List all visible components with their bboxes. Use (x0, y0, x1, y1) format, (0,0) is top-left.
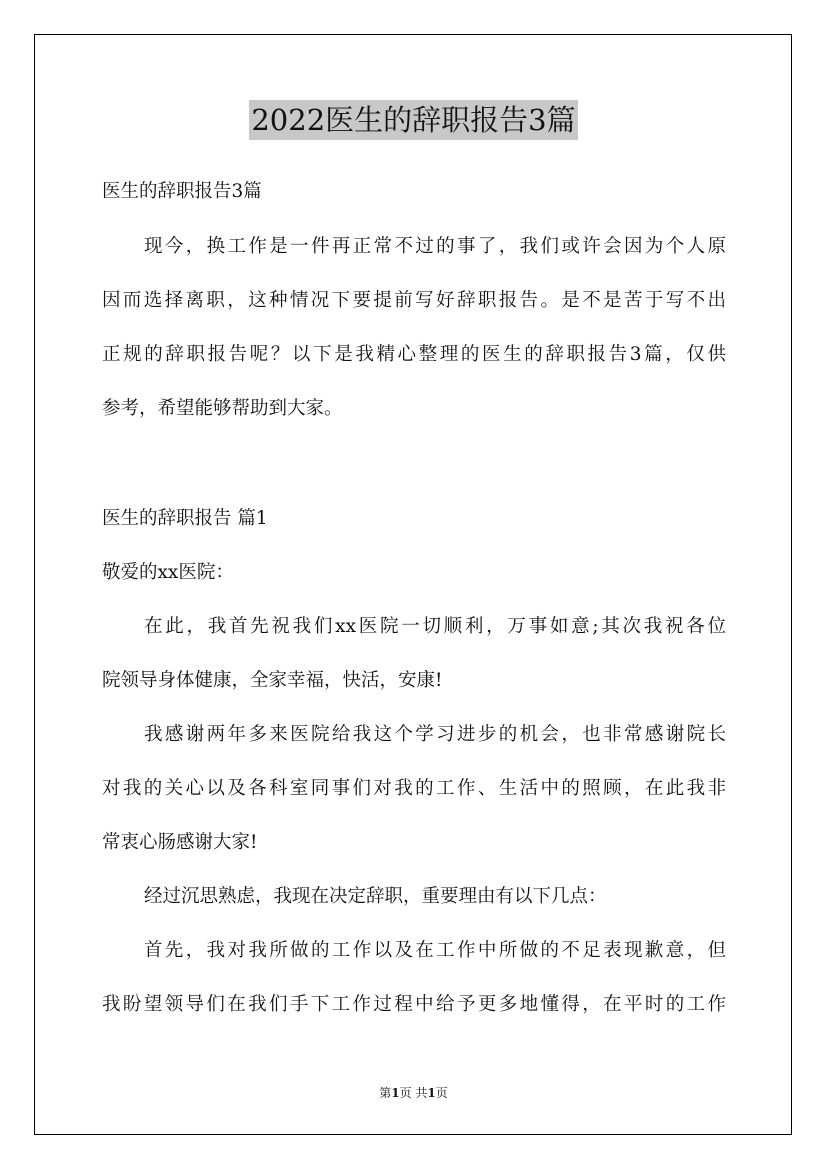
paragraph-line: 因而选择离职，这种情况下要提前写好辞职报告。是不是苦于写不出 (102, 290, 726, 311)
page-current: 1 (391, 1086, 400, 1100)
paragraph-line: 常衷心肠感谢大家! (102, 832, 258, 853)
salutation: 敬爱的xx医院： (102, 562, 234, 583)
paragraph-line: 院领导身体健康，全家幸福，快活，安康! (102, 670, 443, 691)
page-prefix: 第 (379, 1086, 392, 1100)
page-total: 1 (427, 1086, 436, 1100)
page-mid: 页 共 (399, 1086, 428, 1100)
paragraph-line: 对我的关心以及各科室同事们对我的工作、生活中的照顾，在此我非 (102, 778, 726, 799)
paragraph-line: 我感谢两年多来医院给我这个学习进步的机会，也非常感谢院长 (144, 724, 726, 745)
page-suffix: 页 (435, 1086, 448, 1100)
paragraph-line: 经过沉思熟虑，我现在决定辞职，重要理由有以下几点： (144, 886, 607, 907)
paragraph-line: 参考，希望能够帮助到大家。 (102, 398, 343, 419)
document-title: 2022医生的辞职报告3篇 (249, 100, 577, 140)
section-heading: 医生的辞职报告 篇1 (102, 508, 268, 529)
paragraph-line: 在此，我首先祝我们xx医院一切顺利，万事如意;其次我祝各位 (144, 616, 726, 637)
paragraph-line: 首先，我对我所做的工作以及在工作中所做的不足表现歉意，但 (144, 940, 726, 961)
paragraph-line: 现今，换工作是一件再正常不过的事了，我们或许会因为个人原 (144, 236, 726, 257)
paragraph-line: 正规的辞职报告呢？以下是我精心整理的医生的辞职报告3篇，仅供 (102, 344, 726, 365)
paragraph-line: 我盼望领导们在我们手下工作过程中给予更多地懂得，在平时的工作 (102, 994, 726, 1015)
section-heading: 医生的辞职报告3篇 (102, 181, 262, 202)
page-footer (0, 1085, 827, 1101)
document-title-container (0, 100, 827, 144)
